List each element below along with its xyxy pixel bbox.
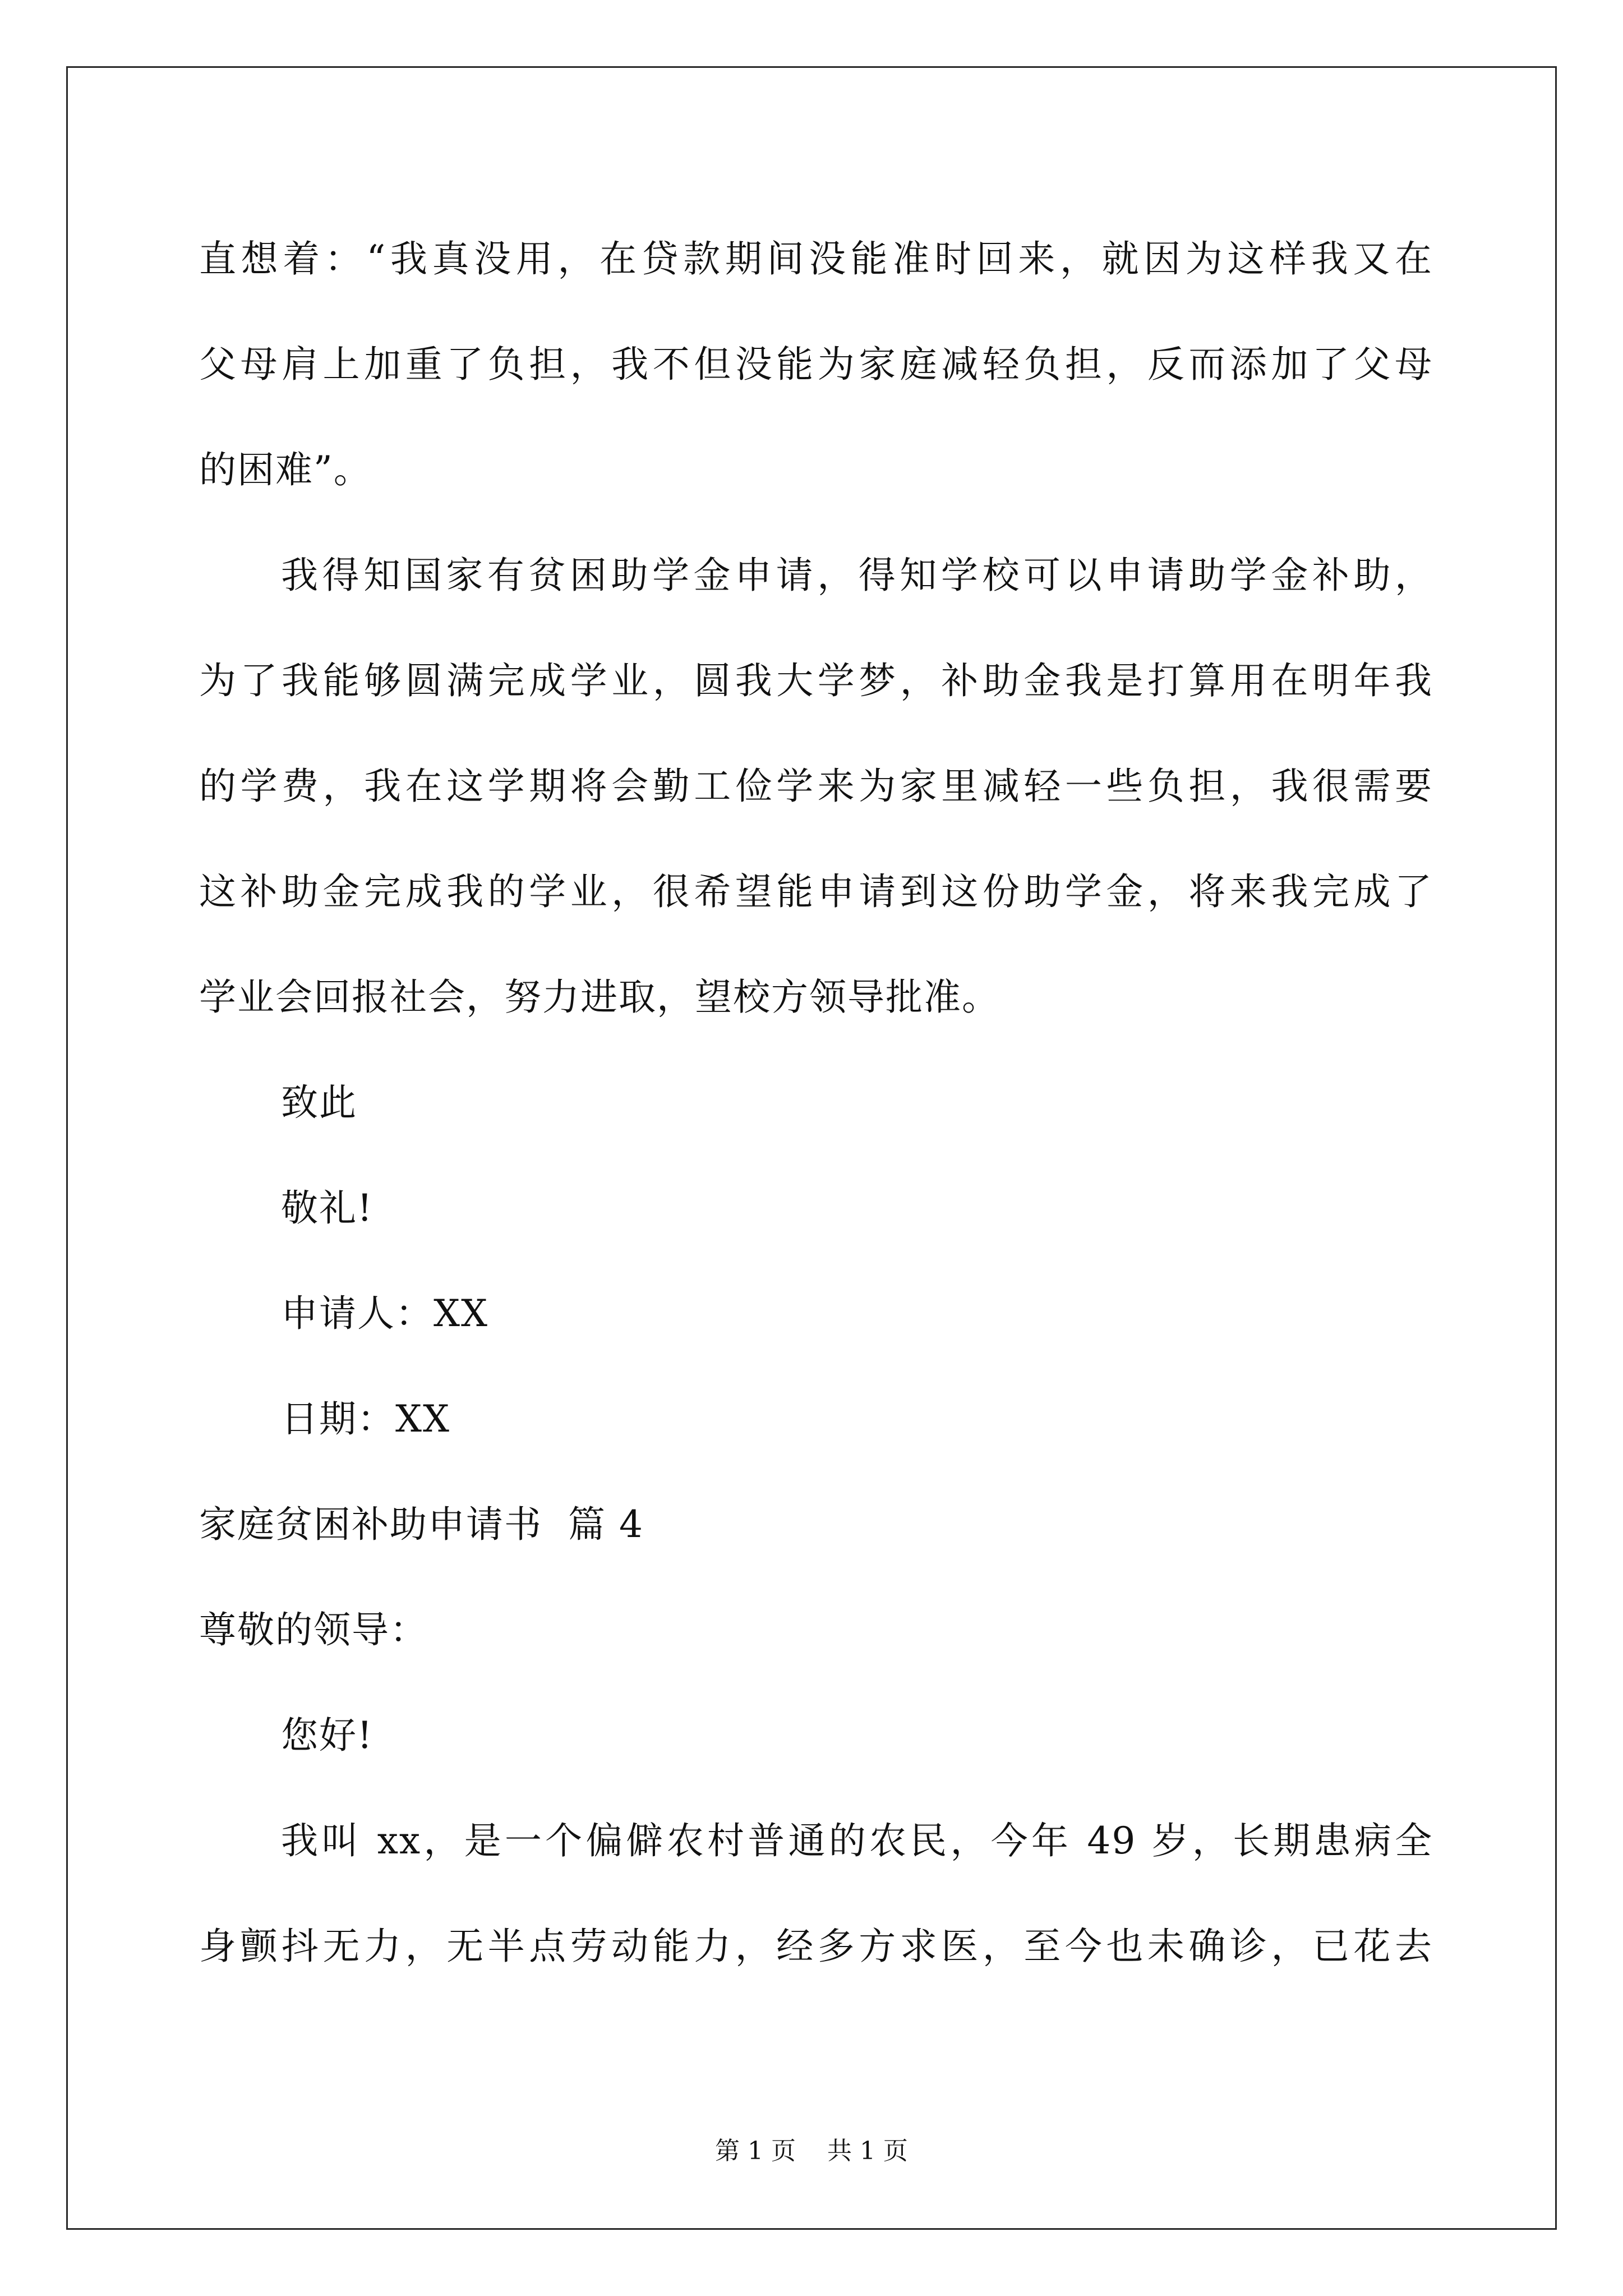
greeting-hello: 您好! [281, 1714, 374, 1757]
text-line: 为了我能够圆满完成学业，圆我大学梦，补助金我是打算用在明年我 [199, 659, 1433, 702]
text-line: 这补助金完成我的学业，很希望能申请到这份助学金，将来我完成了 [199, 870, 1433, 913]
text-line: 身颤抖无力，无半点劳动能力，经多方求医，至今也未确诊，已花去 [199, 1925, 1433, 1968]
applicant-line: 申请人：XX [281, 1292, 488, 1335]
text-line: 的学费，我在这学期将会勤工俭学来为家里减轻一些负担，我很需要 [199, 765, 1433, 808]
text-line: 父母肩上加重了负担，我不但没能为家庭减轻负担，反而添加了父母 [199, 343, 1433, 386]
page-footer: 第 1 页 共 1 页 [715, 2137, 908, 2165]
text-line: 直想着：“我真没用，在贷款期间没能准时回来，就因为这样我又在 [199, 237, 1433, 280]
text-line: 我得知国家有贫困助学金申请，得知学校可以申请助学金补助， [281, 554, 1433, 597]
section-heading: 家庭贫困补助申请书 篇 4 [199, 1503, 644, 1546]
greeting-line: 尊敬的领导： [199, 1608, 428, 1651]
closing-salutation: 致此 [281, 1081, 357, 1124]
text-line: 我叫 xx，是一个偏僻农村普通的农民，今年 49 岁，长期患病全 [281, 1819, 1433, 1862]
closing-regards: 敬礼! [281, 1186, 374, 1230]
document-body [199, 206, 1433, 1999]
text-line: 学业会回报社会，努力进取，望校方领导批准。 [199, 976, 1000, 1019]
date-line: 日期：XX [281, 1397, 450, 1441]
text-line: 的困难”。 [199, 448, 372, 491]
